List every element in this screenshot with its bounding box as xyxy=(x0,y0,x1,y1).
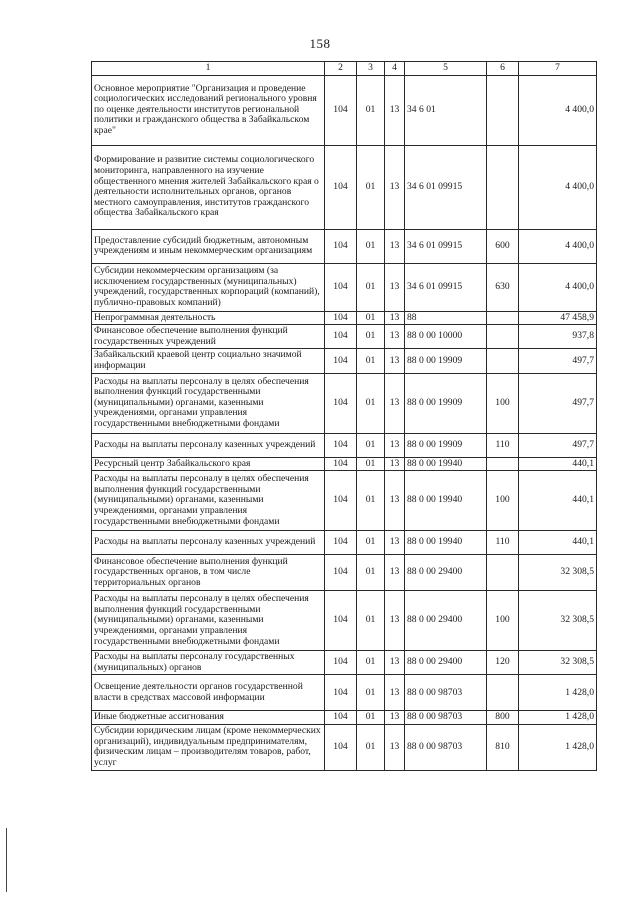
row-col5-cell: 88 0 00 29400 xyxy=(405,651,487,675)
row-col5-cell: 88 0 00 19909 xyxy=(405,349,487,373)
row-col5-cell: 34 6 01 09915 xyxy=(405,145,487,229)
row-col5-cell: 34 6 01 09915 xyxy=(405,229,487,263)
row-col3-cell: 01 xyxy=(357,651,385,675)
row-col3-cell: 01 xyxy=(357,531,385,555)
header-cell-col7: 7 xyxy=(519,62,597,76)
row-col3-cell: 01 xyxy=(357,263,385,311)
row-col6-cell: 100 xyxy=(487,591,519,651)
row-col6-cell xyxy=(487,145,519,229)
table-row xyxy=(92,675,597,711)
row-col2-cell: 104 xyxy=(325,263,357,311)
row-col2-cell: 104 xyxy=(325,471,357,531)
row-col6-cell xyxy=(487,349,519,373)
row-col7-cell: 4 400,0 xyxy=(519,145,597,229)
row-name-cell: Расходы на выплаты персоналу в целях обеспечения выполнения функций государственными (муниципальными) органами, казенными учреждениями, органами управления государственными внебюджетными фондами xyxy=(92,471,325,531)
row-col3-cell: 01 xyxy=(357,457,385,471)
row-col5-cell: 34 6 01 09915 xyxy=(405,263,487,311)
table-row xyxy=(92,711,597,725)
row-col4-cell: 13 xyxy=(385,373,405,433)
table-row xyxy=(92,531,597,555)
row-name-cell: Финансовое обеспечение выполнения функций государственных органов, в том числе территориальных органов xyxy=(92,555,325,591)
budget-table xyxy=(91,61,597,771)
row-name-cell: Субсидии юридическим лицам (кроме некоммерческих организаций), индивидуальным предпринимателям, физическим лицам – производителям товаров, работ, услуг xyxy=(92,724,325,770)
row-col6-cell: 100 xyxy=(487,471,519,531)
table-row xyxy=(92,724,597,770)
row-col6-cell: 630 xyxy=(487,263,519,311)
row-col2-cell: 104 xyxy=(325,325,357,349)
page-number: 158 xyxy=(309,36,331,51)
row-col4-cell: 13 xyxy=(385,263,405,311)
row-col7-cell: 440,1 xyxy=(519,457,597,471)
table-row xyxy=(92,555,597,591)
row-col6-cell: 110 xyxy=(487,433,519,457)
table-row xyxy=(92,75,597,145)
row-col6-cell: 100 xyxy=(487,373,519,433)
row-col6-cell xyxy=(487,555,519,591)
row-name-cell: Основное мероприятие "Организация и проведение социологических исследований регионального уровня по оценке деятельности институтов региональной политики и гражданского общества в Забайкальском крае" xyxy=(92,75,325,145)
row-col2-cell: 104 xyxy=(325,457,357,471)
row-col6-cell xyxy=(487,311,519,325)
row-col6-cell xyxy=(487,75,519,145)
row-name-cell: Забайкальский краевой центр социально значимой информации xyxy=(92,349,325,373)
header-cell-col5: 5 xyxy=(405,62,487,76)
row-col7-cell: 4 400,0 xyxy=(519,229,597,263)
row-col4-cell: 13 xyxy=(385,471,405,531)
row-name-cell: Ресурсный центр Забайкальского края xyxy=(92,457,325,471)
table-header-row xyxy=(92,62,597,76)
header-cell-col4: 4 xyxy=(385,62,405,76)
row-col7-cell: 32 308,5 xyxy=(519,591,597,651)
row-col7-cell: 1 428,0 xyxy=(519,711,597,725)
row-col7-cell: 32 308,5 xyxy=(519,555,597,591)
row-col4-cell: 13 xyxy=(385,457,405,471)
row-col4-cell: 13 xyxy=(385,711,405,725)
table-row xyxy=(92,145,597,229)
row-col3-cell: 01 xyxy=(357,433,385,457)
row-col7-cell: 440,1 xyxy=(519,531,597,555)
table-row xyxy=(92,373,597,433)
table-row xyxy=(92,229,597,263)
row-col6-cell xyxy=(487,675,519,711)
row-col2-cell: 104 xyxy=(325,433,357,457)
table-body xyxy=(92,62,597,771)
row-col2-cell: 104 xyxy=(325,373,357,433)
row-col6-cell xyxy=(487,457,519,471)
row-col2-cell: 104 xyxy=(325,229,357,263)
row-col6-cell: 800 xyxy=(487,711,519,725)
row-name-cell: Формирование и развитие системы социологического мониторинга, направленного на изучение общественного мнения жителей Забайкальского края о деятельности исполнительных органов, органов местного самоуправления, институтов гражданского общества Забайкальского края xyxy=(92,145,325,229)
row-col5-cell: 88 0 00 19940 xyxy=(405,531,487,555)
row-col5-cell: 88 0 00 10000 xyxy=(405,325,487,349)
row-name-cell: Расходы на выплаты персоналу государственных (муниципальных) органов xyxy=(92,651,325,675)
row-name-cell: Предоставление субсидий бюджетным, автономным учреждениям и иным некоммерческим организациям xyxy=(92,229,325,263)
row-col3-cell: 01 xyxy=(357,229,385,263)
table-row xyxy=(92,591,597,651)
row-col5-cell: 88 0 00 19940 xyxy=(405,457,487,471)
row-col6-cell: 120 xyxy=(487,651,519,675)
row-col5-cell: 88 0 00 19909 xyxy=(405,433,487,457)
table-row xyxy=(92,311,597,325)
row-col5-cell: 88 0 00 29400 xyxy=(405,591,487,651)
row-col7-cell: 32 308,5 xyxy=(519,651,597,675)
table-row xyxy=(92,457,597,471)
header-cell-col6: 6 xyxy=(487,62,519,76)
row-col4-cell: 13 xyxy=(385,555,405,591)
row-col5-cell: 88 0 00 98703 xyxy=(405,724,487,770)
row-col7-cell: 497,7 xyxy=(519,433,597,457)
row-col4-cell: 13 xyxy=(385,591,405,651)
row-col2-cell: 104 xyxy=(325,531,357,555)
row-name-cell: Расходы на выплаты персоналу в целях обеспечения выполнения функций государственными (муниципальными) органами, казенными учреждениями, органами управления государственными внебюджетными фондами xyxy=(92,591,325,651)
row-col3-cell: 01 xyxy=(357,373,385,433)
row-col3-cell: 01 xyxy=(357,675,385,711)
row-col7-cell: 47 458,9 xyxy=(519,311,597,325)
row-col4-cell: 13 xyxy=(385,311,405,325)
row-col2-cell: 104 xyxy=(325,145,357,229)
row-col4-cell: 13 xyxy=(385,75,405,145)
row-col4-cell: 13 xyxy=(385,651,405,675)
row-col4-cell: 13 xyxy=(385,229,405,263)
row-name-cell: Непрограммная деятельность xyxy=(92,311,325,325)
row-col3-cell: 01 xyxy=(357,724,385,770)
row-col2-cell: 104 xyxy=(325,555,357,591)
row-col2-cell: 104 xyxy=(325,724,357,770)
row-col6-cell: 810 xyxy=(487,724,519,770)
row-col5-cell: 88 0 00 29400 xyxy=(405,555,487,591)
row-col5-cell: 88 xyxy=(405,311,487,325)
row-name-cell: Освещение деятельности органов государственной власти в средствах массовой информации xyxy=(92,675,325,711)
table-row xyxy=(92,471,597,531)
row-col2-cell: 104 xyxy=(325,591,357,651)
row-col7-cell: 1 428,0 xyxy=(519,724,597,770)
row-col3-cell: 01 xyxy=(357,145,385,229)
row-col3-cell: 01 xyxy=(357,349,385,373)
row-col3-cell: 01 xyxy=(357,325,385,349)
table-row xyxy=(92,263,597,311)
row-col2-cell: 104 xyxy=(325,675,357,711)
row-col7-cell: 4 400,0 xyxy=(519,75,597,145)
row-col6-cell: 110 xyxy=(487,531,519,555)
row-col4-cell: 13 xyxy=(385,325,405,349)
row-col3-cell: 01 xyxy=(357,311,385,325)
row-name-cell: Расходы на выплаты персоналу в целях обеспечения выполнения функций государственными (муниципальными) органами, казенными учреждениями, органами управления государственными внебюджетными фондами xyxy=(92,373,325,433)
row-col4-cell: 13 xyxy=(385,349,405,373)
row-col2-cell: 104 xyxy=(325,75,357,145)
row-col7-cell: 440,1 xyxy=(519,471,597,531)
row-col2-cell: 104 xyxy=(325,711,357,725)
row-col7-cell: 937,8 xyxy=(519,325,597,349)
row-col5-cell: 88 0 00 19940 xyxy=(405,471,487,531)
row-name-cell: Расходы на выплаты персоналу казенных учреждений xyxy=(92,531,325,555)
row-col7-cell: 497,7 xyxy=(519,349,597,373)
row-col3-cell: 01 xyxy=(357,75,385,145)
table-row xyxy=(92,433,597,457)
row-col3-cell: 01 xyxy=(357,555,385,591)
header-cell-col3: 3 xyxy=(357,62,385,76)
row-col7-cell: 1 428,0 xyxy=(519,675,597,711)
row-name-cell: Иные бюджетные ассигнования xyxy=(92,711,325,725)
row-col3-cell: 01 xyxy=(357,591,385,651)
scan-edge-mark xyxy=(6,828,7,892)
row-col4-cell: 13 xyxy=(385,531,405,555)
row-col5-cell: 34 6 01 xyxy=(405,75,487,145)
row-col5-cell: 88 0 00 98703 xyxy=(405,675,487,711)
row-col2-cell: 104 xyxy=(325,349,357,373)
row-col7-cell: 4 400,0 xyxy=(519,263,597,311)
row-col6-cell xyxy=(487,325,519,349)
row-col3-cell: 01 xyxy=(357,711,385,725)
table-row xyxy=(92,349,597,373)
row-col2-cell: 104 xyxy=(325,311,357,325)
row-col5-cell: 88 0 00 98703 xyxy=(405,711,487,725)
row-col4-cell: 13 xyxy=(385,675,405,711)
table-row xyxy=(92,651,597,675)
row-col2-cell: 104 xyxy=(325,651,357,675)
header-cell-col2: 2 xyxy=(325,62,357,76)
row-col4-cell: 13 xyxy=(385,724,405,770)
row-col4-cell: 13 xyxy=(385,145,405,229)
row-name-cell: Субсидии некоммерческим организациям (за исключением государственных (муниципальных) учреждений, государственных корпораций (компаний), публично-правовых компаний) xyxy=(92,263,325,311)
row-col3-cell: 01 xyxy=(357,471,385,531)
row-col6-cell: 600 xyxy=(487,229,519,263)
row-col5-cell: 88 0 00 19909 xyxy=(405,373,487,433)
row-name-cell: Расходы на выплаты персоналу казенных учреждений xyxy=(92,433,325,457)
table-row xyxy=(92,325,597,349)
header-cell-col1: 1 xyxy=(92,62,325,76)
row-col4-cell: 13 xyxy=(385,433,405,457)
row-name-cell: Финансовое обеспечение выполнения функций государственных учреждений xyxy=(92,325,325,349)
row-col7-cell: 497,7 xyxy=(519,373,597,433)
